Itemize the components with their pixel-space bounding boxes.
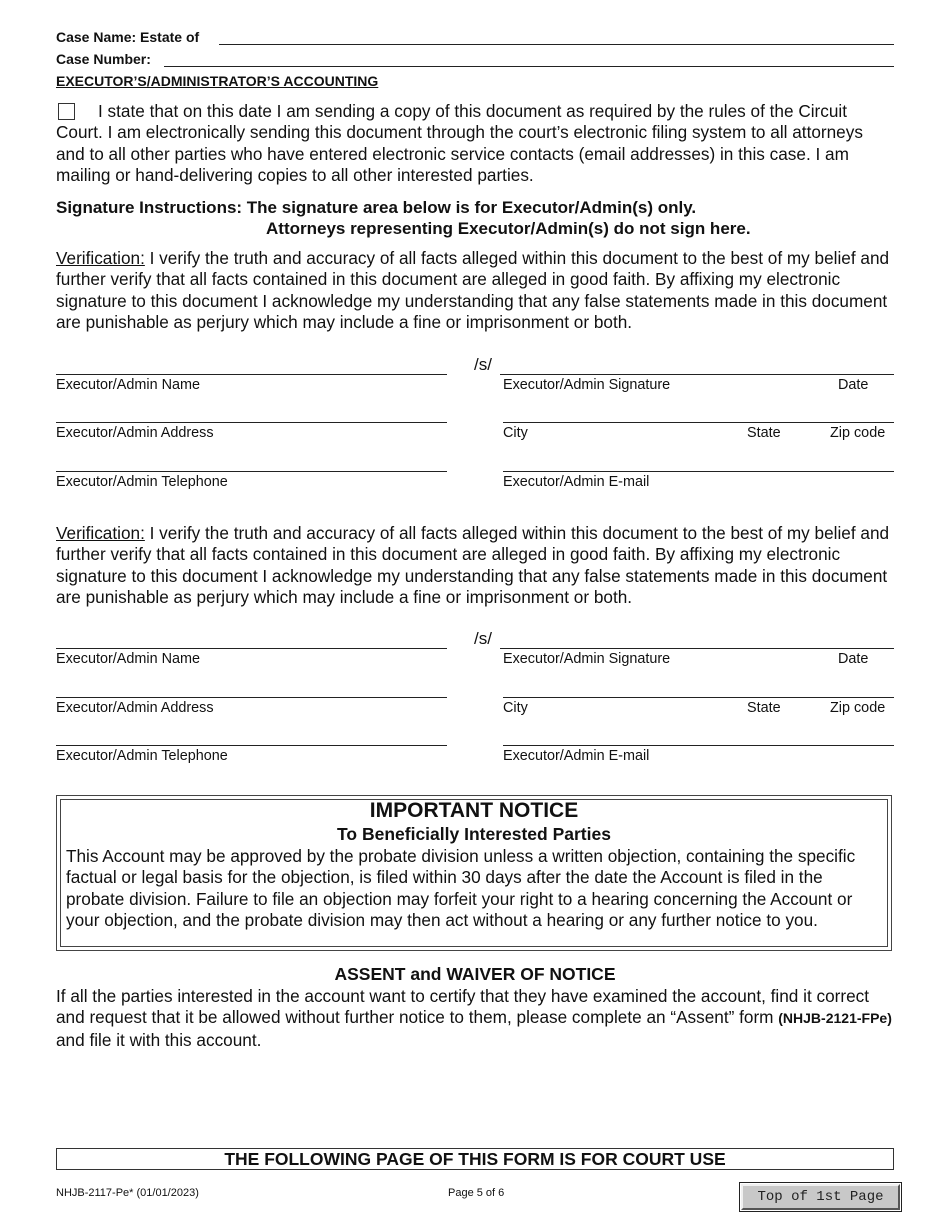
signature-instructions-line2: Attorneys representing Executor/Admin(s) do not sign here. xyxy=(266,219,751,238)
form-id: NHJB-2117-Pe* (01/01/2023) xyxy=(56,1187,199,1199)
sig-prefix: /s/ xyxy=(474,355,492,374)
name-line[interactable] xyxy=(56,648,447,649)
assent-body-end: and file it with this account. xyxy=(56,1029,262,1050)
email-line[interactable] xyxy=(503,471,894,472)
zip-label: Zip code xyxy=(830,425,886,441)
top-of-first-page-button[interactable]: Top of 1st Page xyxy=(741,1184,900,1210)
sig-prefix: /s/ xyxy=(474,629,492,648)
signature-label: Executor/Admin Signature xyxy=(503,651,671,667)
verification-label: Verification: xyxy=(56,523,145,543)
case-number-label: Case Number: xyxy=(56,51,151,67)
verification-text: I verify the truth and accuracy of all facts alleged within this document to the best of my belief and further verify that all facts contained in this document are alleged in good faith. By affixing my electronic signature to this document I acknowledge my understanding that any false statements made in this document are punishable as perjury which may include a fine or imprisonment or both. xyxy=(56,248,890,333)
signature-label: Executor/Admin Signature xyxy=(503,377,671,393)
case-name-label: Case Name: Estate of xyxy=(56,29,200,45)
telephone-label: Executor/Admin Telephone xyxy=(56,748,228,764)
address-label: Executor/Admin Address xyxy=(56,700,214,716)
email-label: Executor/Admin E-mail xyxy=(503,474,650,490)
city-label: City xyxy=(503,425,528,441)
telephone-label: Executor/Admin Telephone xyxy=(56,474,228,490)
date-label: Date xyxy=(838,651,869,667)
state-label: State xyxy=(747,425,781,441)
form-title: EXECUTOR’S/ADMINISTRATOR’S ACCOUNTING xyxy=(56,73,379,89)
state-label: State xyxy=(747,700,781,716)
signature-line[interactable] xyxy=(500,374,894,375)
zip-label: Zip code xyxy=(830,700,886,716)
address-label: Executor/Admin Address xyxy=(56,425,214,441)
city-state-zip-line[interactable] xyxy=(503,422,894,423)
email-label: Executor/Admin E-mail xyxy=(503,748,650,764)
name-line[interactable] xyxy=(56,374,447,375)
signature-instructions-line1: Signature Instructions: The signature area below is for Executor/Admin(s) only. xyxy=(56,198,697,217)
assent-body xyxy=(56,986,896,1051)
name-label: Executor/Admin Name xyxy=(56,377,200,393)
notice-subtitle: To Beneficially Interested Parties xyxy=(337,824,611,844)
signature-line[interactable] xyxy=(500,648,894,649)
telephone-line[interactable] xyxy=(56,745,447,746)
important-notice-box xyxy=(56,795,892,951)
verification-1 xyxy=(56,248,896,334)
assent-form-ref: (NHJB-2121-FPe) xyxy=(778,1010,892,1027)
page-number: Page 5 of 6 xyxy=(448,1187,505,1199)
city-label: City xyxy=(503,700,528,716)
case-number-field[interactable] xyxy=(164,66,894,67)
date-label: Date xyxy=(838,377,869,393)
assent-body-text: If all the parties interested in the account want to certify that they have examined the account, find it correct and request that it be allowed without further notice to them, please complete an “Assent” form xyxy=(56,986,870,1028)
name-label: Executor/Admin Name xyxy=(56,651,200,667)
address-line[interactable] xyxy=(56,422,447,423)
address-line[interactable] xyxy=(56,697,447,698)
verification-text: I verify the truth and accuracy of all facts alleged within this document to the best of my belief and further verify that all facts contained in this document are alleged in good faith. By affixing my electronic signature to this document I acknowledge my understanding that any false statements made in this document are punishable as perjury which may include a fine or imprisonment or both. xyxy=(56,523,890,608)
email-line[interactable] xyxy=(503,745,894,746)
notice-body: This Account may be approved by the probate division unless a written objection, containing the specific factual or legal basis for the objection, is filed within 30 days after the date the Account is filed in the probate division. Failure to file an objection may forfeit your right to a hearing concerning the Account or your objection, and the probate division may then act without a hearing or any further notice to you. xyxy=(66,846,856,931)
verification-2 xyxy=(56,523,896,609)
case-name-field[interactable] xyxy=(219,44,894,45)
telephone-line[interactable] xyxy=(56,471,447,472)
court-use-banner: THE FOLLOWING PAGE OF THIS FORM IS FOR COURT USE xyxy=(56,1148,894,1170)
notice-title: IMPORTANT NOTICE xyxy=(369,799,579,822)
verification-label: Verification: xyxy=(56,248,145,268)
assent-title: ASSENT and WAIVER OF NOTICE xyxy=(334,964,616,984)
city-state-zip-line[interactable] xyxy=(503,697,894,698)
service-statement: I state that on this date I am sending a copy of this document as required by the rules of the Circuit Court. I am electronically sending this document through the court’s electronic filing system to all attorneys and to all other parties who have entered electronic service contacts (email addresses) in this case. I am mailing or hand-delivering copies to all other interested parties. xyxy=(56,101,863,186)
